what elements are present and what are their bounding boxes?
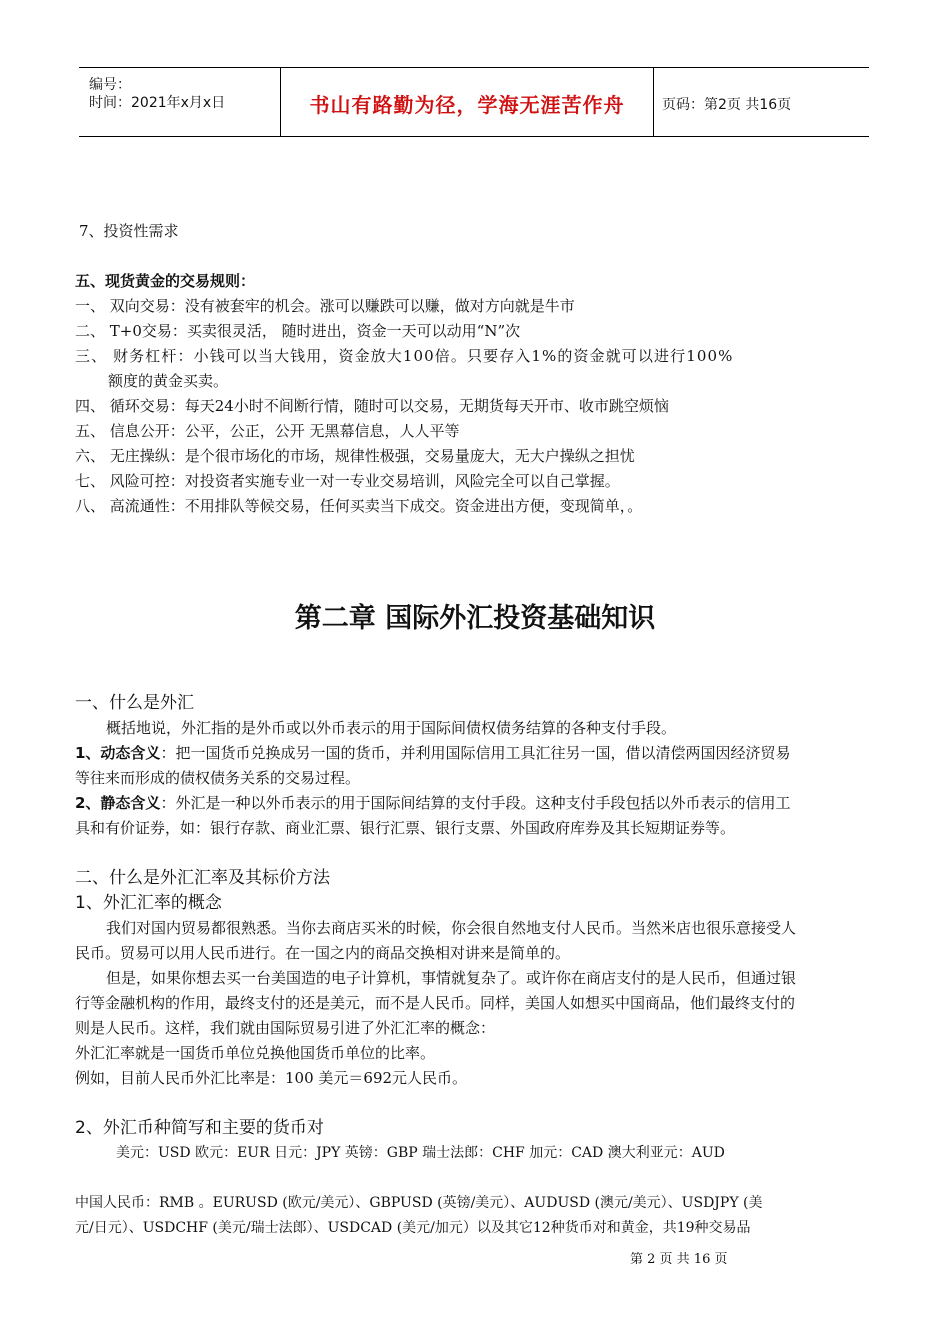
paragraph: 概括地说，外汇指的是外币或以外币表示的用于国际间债权债务结算的各种支付手段。 bbox=[106, 719, 677, 737]
paragraph: 具和有价证券，如：银行存款、商业汇票、银行汇票、银行支票、外国政府库券及其长短期证券等。 bbox=[75, 819, 736, 837]
rule-item: 一、 双向交易：没有被套牢的机会。涨可以赚跌可以赚，做对方向就是牛市 bbox=[75, 297, 575, 315]
chapter-title: 第二章 国际外汇投资基础知识 bbox=[294, 603, 656, 634]
dynamic-definition bbox=[75, 743, 790, 763]
page-number-label: 页码：第2页 共16页 bbox=[662, 97, 792, 113]
dynamic-label: 1、动态含义 bbox=[75, 744, 161, 762]
section-title-fx-rate: 二、什么是外汇汇率及其标价方法 bbox=[75, 868, 330, 888]
page-footer: 第 2 页 共 16 页 bbox=[630, 1252, 728, 1267]
serial-label: 编号： bbox=[89, 77, 131, 93]
paragraph: 等往来而形成的债权债务关系的交易过程。 bbox=[75, 769, 361, 787]
rule-item: 六、 无庄操纵：是个很市场化的市场，规律性极强，交易量庞大，无大户操纵之担忧 bbox=[75, 447, 635, 465]
currency-pairs: 中国人民币：RMB 。EURUSD (欧元/美元）、GBPUSD (英镑/美元）、AUDUSD (澳元/美元）、USDJPY (美 bbox=[75, 1195, 763, 1211]
page-header bbox=[79, 67, 869, 137]
paragraph: 则是人民币。这样，我们就由国际贸易引进了外汇汇率的概念： bbox=[75, 1019, 496, 1037]
section-title-what-is-fx: 一、什么是外汇 bbox=[75, 693, 194, 713]
currency-list: 美元：USD 欧元：EUR 日元：JPY 英镑：GBP 瑞士法郎：CHF 加元：CAD 澳大利亚元：AUD bbox=[116, 1145, 725, 1161]
item-7: 7、投资性需求 bbox=[79, 222, 179, 240]
header-page-cell bbox=[654, 68, 869, 136]
subsection-title-rate-concept: 1、外汇汇率的概念 bbox=[75, 893, 222, 913]
currency-pairs: 元/日元）、USDCHF (美元/瑞士法郎）、USDCAD (美元/加元）以及其它12种货币对和黄金，共19种交易品 bbox=[75, 1220, 751, 1236]
paragraph: 但是，如果你想去买一台美国造的电子计算机，事情就复杂了。或许你在商店支付的是人民币，但通过银 bbox=[106, 969, 797, 987]
rule-item: 八、 高流通性：不用排队等候交易，任何买卖当下成交。资金进出方便，变现简单，。 bbox=[75, 497, 643, 515]
motto-text: 书山有路勤为径，学海无涯苦作舟 bbox=[309, 93, 625, 117]
paragraph: 行等金融机构的作用，最终支付的还是美元，而不是人民币。同样，美国人如想买中国商品，他们最终支付的 bbox=[75, 994, 796, 1012]
paragraph: 我们对国内贸易都很熟悉。当你去商店买米的时候，你会很自然地支付人民币。当然米店也很乐意接受人 bbox=[106, 919, 797, 937]
dynamic-text: ：把一国货币兑换成另一国的货币，并利用国际信用工具汇往另一国，借以清偿两国因经济贸易 bbox=[160, 744, 791, 762]
date-label: 时间：2021年x月x日 bbox=[89, 95, 226, 111]
header-motto-cell bbox=[281, 68, 654, 136]
rule-item-continuation: 额度的黄金买卖。 bbox=[108, 372, 229, 390]
example: 例如，目前人民币外汇比率是：100 美元＝692元人民币。 bbox=[75, 1069, 468, 1087]
subsection-title-currencies: 2、外汇币种简写和主要的货币对 bbox=[75, 1118, 324, 1138]
static-definition bbox=[75, 793, 790, 813]
rule-item: 五、 信息公开：公平，公正，公开 无黑幕信息，人人平等 bbox=[75, 422, 460, 440]
header-info-cell bbox=[79, 68, 281, 136]
rule-item: 三、 财务杠杆：小钱可以当大钱用，资金放大100倍。只要存入1%的资金就可以进行100% bbox=[75, 347, 734, 365]
static-text: ：外汇是一种以外币表示的用于国际间结算的支付手段。这种支付手段包括以外币表示的信用工 bbox=[160, 794, 791, 812]
section-title-trading-rules: 五、现货黄金的交易规则： bbox=[75, 272, 256, 290]
rule-item: 七、 风险可控：对投资者实施专业一对一专业交易培训，风险完全可以自己掌握。 bbox=[75, 472, 620, 490]
definition: 外汇汇率就是一国货币单位兑换他国货币单位的比率。 bbox=[75, 1044, 436, 1062]
static-label: 2、静态含义 bbox=[75, 794, 161, 812]
paragraph: 民币。贸易可以用人民币进行。在一国之内的商品交换相对讲来是简单的。 bbox=[75, 944, 571, 962]
rule-item: 四、 循环交易：每天24小时不间断行情，随时可以交易，无期货每天开市、收市跳空烦恼 bbox=[75, 397, 669, 415]
rule-item: 二、 T+0交易：买卖很灵活， 随时进出，资金一天可以动用“N”次 bbox=[75, 322, 521, 340]
